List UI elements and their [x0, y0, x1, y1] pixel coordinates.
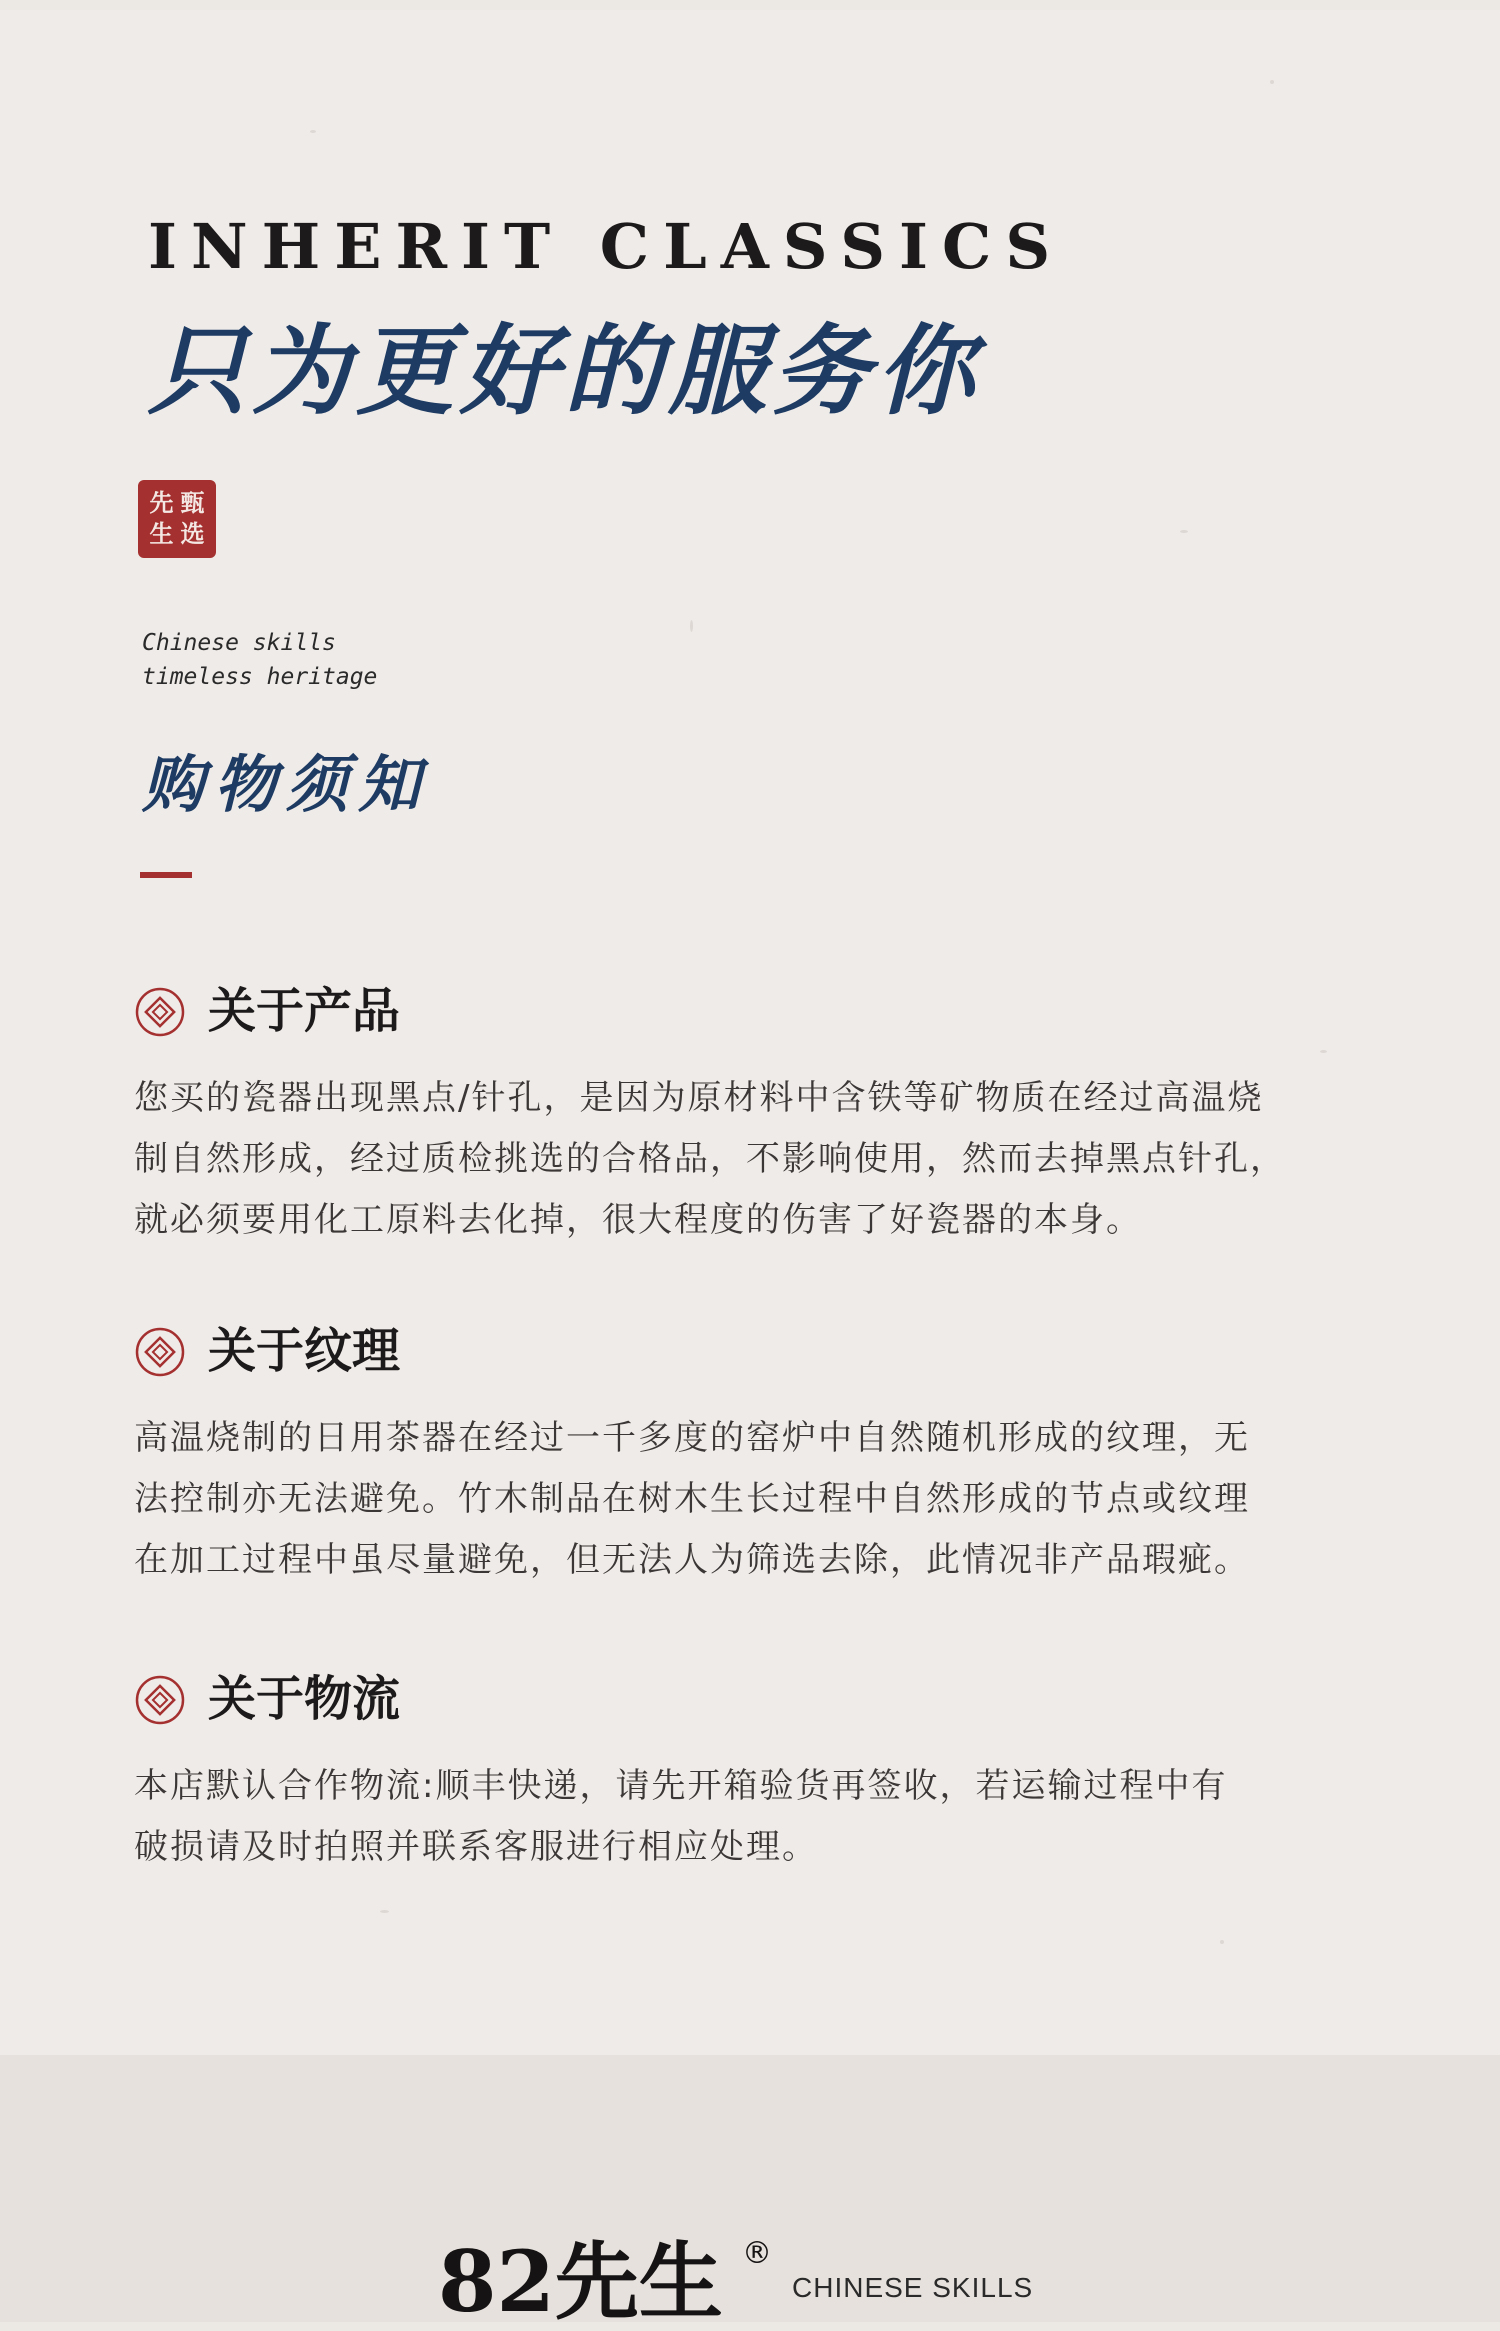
section-header	[134, 980, 1394, 1046]
section-texture	[134, 1320, 1394, 1591]
section-body	[134, 1756, 1394, 1878]
section-title: 关于产品	[208, 983, 401, 1039]
section-logistics	[134, 1668, 1394, 1878]
diamond-icon	[134, 1674, 186, 1726]
tagline-line-1: Chinese skills	[142, 630, 336, 656]
brand-logo: 82先生	[438, 2232, 723, 2331]
english-title: INHERIT CLASSICS	[148, 210, 1065, 283]
section-title: 关于物流	[208, 1671, 401, 1727]
section-product	[134, 980, 1394, 1251]
body-line: 法控制亦无法避免。竹木制品在树木生长过程中自然形成的节点或纹理	[134, 1479, 1250, 1519]
section-title: 关于纹理	[208, 1323, 401, 1379]
shopping-notice-title: 购物须知	[142, 748, 431, 821]
chinese-title: 只为更好的服务你	[148, 314, 981, 429]
seal-char: 甄	[180, 488, 205, 517]
red-divider	[140, 872, 192, 878]
seal-char: 先	[149, 488, 174, 517]
seal-char: 选	[180, 519, 205, 548]
section-body	[134, 1408, 1394, 1591]
diamond-icon	[134, 1326, 186, 1378]
body-line: 高温烧制的日用茶器在经过一千多度的窑炉中自然随机形成的纹理，无	[134, 1418, 1250, 1458]
registered-mark: ®	[742, 2236, 772, 2271]
section-body	[134, 1068, 1394, 1251]
diamond-icon	[134, 986, 186, 1038]
body-line: 破损请及时拍照并联系客服进行相应处理。	[134, 1827, 818, 1867]
section-header	[134, 1320, 1394, 1386]
section-header	[134, 1668, 1394, 1734]
body-line: 在加工过程中虽尽量避免，但无法人为筛选去除，此情况非产品瑕疵。	[134, 1540, 1250, 1580]
footer	[0, 2055, 1500, 2331]
body-line: 制自然形成，经过质检挑选的合格品，不影响使用，然而去掉黑点针孔，	[134, 1139, 1286, 1179]
seal-stamp	[138, 480, 216, 558]
body-line: 本店默认合作物流:顺丰快递，请先开箱验货再签收，若运输过程中有	[134, 1766, 1228, 1806]
body-line: 就必须要用化工原料去化掉，很大程度的伤害了好瓷器的本身。	[134, 1200, 1142, 1240]
body-line: 您买的瓷器出现黑点/针孔，是因为原材料中含铁等矿物质在经过高温烧	[134, 1078, 1264, 1118]
seal-char: 生	[149, 519, 174, 548]
tagline-line-2: timeless heritage	[142, 664, 378, 690]
brand-tagline: CHINESE SKILLS	[792, 2272, 1034, 2303]
